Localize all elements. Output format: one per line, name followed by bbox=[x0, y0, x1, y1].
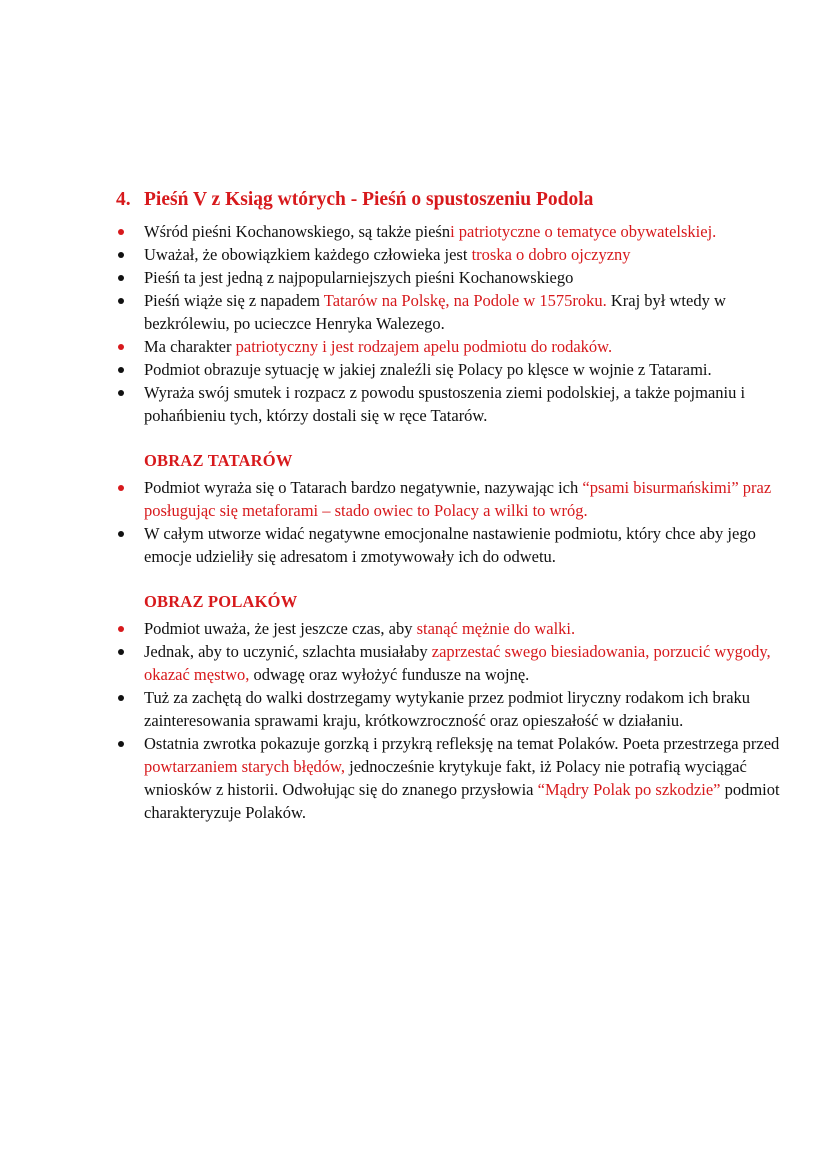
heading-text: Pieśń V z Ksiąg wtórych - Pieśń o spustoszeniu Podola bbox=[144, 189, 594, 210]
list-item bbox=[116, 266, 792, 289]
bullet-icon bbox=[118, 390, 124, 396]
item-text: Podmiot wyraża się o Tatarach bardzo negatywnie, nazywając ich bbox=[144, 478, 583, 497]
tatars-list bbox=[116, 476, 792, 568]
poles-section-title: OBRAZ POLAKÓW bbox=[144, 592, 298, 611]
item-text: Pieśń wiąże się z napadem bbox=[144, 291, 324, 310]
list-item bbox=[116, 335, 792, 358]
section-heading bbox=[116, 186, 792, 214]
list-item bbox=[116, 476, 792, 522]
item-text: Tuż za zachętą do walki dostrzegamy wytykanie przez podmiot liryczny rodakom ich braku zainteresowania sprawami kraju, krótkowzroczność oraz opieszałość w działaniu. bbox=[144, 688, 751, 730]
highlighted-text: “Mądry Polak po szkodzie” bbox=[537, 780, 721, 799]
intro-list bbox=[116, 220, 792, 427]
item-text: Ma charakter bbox=[144, 337, 236, 356]
item-text: W całym utworze widać negatywne emocjonalne nastawienie podmiotu, który chce aby jego emocje udzieliły się adresatom i zmotywowały ich do odwetu. bbox=[144, 524, 756, 566]
bullet-icon bbox=[118, 626, 124, 632]
poles-list bbox=[116, 617, 792, 824]
bullet-icon bbox=[118, 344, 124, 350]
highlighted-text: powtarzaniem starych błędów, bbox=[144, 757, 345, 776]
list-item bbox=[116, 732, 792, 824]
item-text: Kraj był wtedy w bezkrólewiu, po ucieczce Henryka Walezego. bbox=[144, 291, 726, 333]
item-text: Wśród pieśni Kochanowskiego, są także pieśn bbox=[144, 222, 451, 241]
highlighted-text: “psami bisurmańskimi” praz posługując się metaforami – stado owiec to Polacy a wilki to wróg. bbox=[144, 478, 772, 520]
list-item bbox=[116, 220, 792, 243]
item-text: Podmiot uważa, że jest jeszcze czas, aby bbox=[144, 619, 417, 638]
highlighted-text: Tatarów na Polskę, na Podole w 1575roku. bbox=[323, 291, 607, 310]
bullet-icon bbox=[118, 252, 124, 258]
highlighted-text: troska o dobro ojczyzny bbox=[471, 245, 631, 264]
highlighted-text: stanąć mężnie do walki. bbox=[416, 619, 576, 638]
item-text: Uważał, że obowiązkiem każdego człowieka jest bbox=[144, 245, 472, 264]
list-item bbox=[116, 381, 792, 427]
highlighted-text: i patriotyczne o tematyce obywatelskiej. bbox=[450, 222, 717, 241]
bullet-icon bbox=[118, 229, 124, 235]
list-item bbox=[116, 358, 792, 381]
highlighted-text: patriotyczny i jest rodzajem apelu podmiotu do rodaków. bbox=[235, 337, 613, 356]
list-item bbox=[116, 617, 792, 640]
bullet-icon bbox=[118, 367, 124, 373]
item-text: Pieśń ta jest jedną z najpopularniejszych pieśni Kochanowskiego bbox=[144, 268, 574, 287]
bullet-icon bbox=[118, 695, 124, 701]
list-item bbox=[116, 289, 792, 335]
item-text: Ostatnia zwrotka pokazuje gorzką i przykrą refleksję na temat Polaków. Poeta przestrzega przed bbox=[144, 734, 780, 753]
heading-number: 4. bbox=[116, 189, 131, 210]
list-item bbox=[116, 243, 792, 266]
list-item bbox=[116, 686, 792, 732]
item-text: jednocześnie krytykuje fakt, iż Polacy nie potrafią wyciągać wniosków z historii. Odwołując się do znanego przysłowia bbox=[144, 757, 747, 799]
document-content bbox=[116, 186, 792, 824]
bullet-icon bbox=[118, 531, 124, 537]
item-text: Podmiot obrazuje sytuację w jakiej znaleźli się Polacy po klęsce w wojnie z Tatarami. bbox=[144, 360, 712, 379]
bullet-icon bbox=[118, 298, 124, 304]
bullet-icon bbox=[118, 741, 124, 747]
bullet-icon bbox=[118, 275, 124, 281]
item-text: Wyraża swój smutek i rozpacz z powodu spustoszenia ziemi podolskiej, a także pojmaniu i pohańbieniu tych, którzy dostali się w ręce Tatarów. bbox=[144, 383, 746, 425]
list-item bbox=[116, 522, 792, 568]
item-text: podmiot charakteryzuje Polaków. bbox=[144, 780, 780, 822]
tatars-section-title: OBRAZ TATARÓW bbox=[144, 451, 293, 470]
item-text: odwagę oraz wyłożyć fundusze na wojnę. bbox=[249, 665, 530, 684]
bullet-icon bbox=[118, 485, 124, 491]
list-item bbox=[116, 640, 792, 686]
item-text: Jednak, aby to uczynić, szlachta musiałaby bbox=[144, 642, 432, 661]
bullet-icon bbox=[118, 649, 124, 655]
highlighted-text: zaprzestać swego biesiadowania, porzucić wygody, okazać męstwo, bbox=[144, 642, 771, 684]
